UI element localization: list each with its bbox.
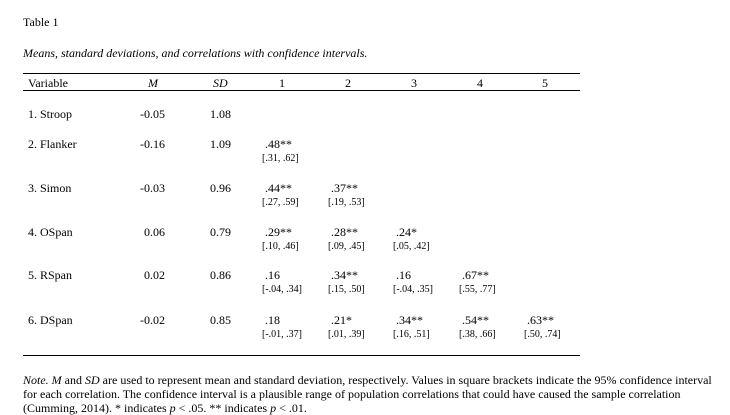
note-t2: < .01. [276, 401, 307, 415]
mean-value: -0.05 [140, 107, 165, 121]
mean-value: 0.06 [144, 225, 165, 239]
correlation-value: .44** [265, 181, 292, 195]
correlation-value: .34** [331, 268, 358, 282]
note-t1: < .05. ** indicates [175, 401, 271, 415]
table-caption: Means, standard deviations, and correlations with confidence intervals. [23, 46, 368, 60]
column-header-1: 1 [279, 76, 285, 90]
confidence-interval: [.01, .39] [328, 329, 365, 340]
confidence-interval: [.31, .62] [262, 153, 299, 164]
sd-value: 0.85 [210, 313, 231, 327]
correlation-value: .21* [331, 313, 352, 327]
column-header-3: 3 [411, 76, 417, 90]
confidence-interval: [.50, .74] [524, 329, 561, 340]
correlation-value: .34** [396, 313, 423, 327]
confidence-interval: [-.04, .35] [393, 284, 433, 295]
correlation-value: .63** [527, 313, 554, 327]
correlation-value: .16 [396, 268, 411, 282]
correlation-value: .16 [265, 268, 280, 282]
confidence-interval: [.19, .53] [328, 197, 365, 208]
mean-value: -0.02 [140, 313, 165, 327]
variable-label: 2. Flanker [28, 137, 77, 151]
confidence-interval: [.09, .45] [328, 241, 365, 252]
confidence-interval: [.05, .42] [393, 241, 430, 252]
confidence-interval: [.10, .46] [262, 241, 299, 252]
variable-label: 4. OSpan [28, 225, 73, 239]
column-header-4: 4 [477, 76, 483, 90]
table-note [23, 373, 723, 415]
mean-value: 0.02 [144, 268, 165, 282]
confidence-interval: [.55, .77] [459, 284, 496, 295]
top-rule [23, 73, 580, 74]
correlation-value: .37** [331, 181, 358, 195]
correlation-value: .18 [265, 313, 280, 327]
variable-label: 6. DSpan [28, 313, 73, 327]
variable-label: 1. Stroop [28, 107, 73, 121]
note-and: and [61, 373, 85, 387]
header-rule [23, 90, 580, 91]
sd-value: 0.79 [210, 225, 231, 239]
note-text: are used to represent mean and standard deviation, respectively. Values in square brackets indicate the 95% confidence interval for each correlation. The confidence interval is a plausible range of population correlations that could have caused the sample correlation (Cumming, 2014). * indicates [23, 373, 712, 415]
note-lead: Note. [23, 373, 49, 387]
correlation-value: .67** [462, 268, 489, 282]
variable-label: 3. Simon [28, 181, 72, 195]
column-header-5: 5 [542, 76, 548, 90]
confidence-interval: [.38, .66] [459, 329, 496, 340]
confidence-interval: [.16, .51] [393, 329, 430, 340]
confidence-interval: [-.01, .37] [262, 329, 302, 340]
sd-value: 1.09 [210, 137, 231, 151]
sd-value: 0.96 [210, 181, 231, 195]
column-header-m: M [148, 76, 158, 90]
sd-value: 0.86 [210, 268, 231, 282]
column-header-2: 2 [345, 76, 351, 90]
sd-value: 1.08 [210, 107, 231, 121]
column-header-variable: Variable [28, 76, 68, 90]
table-number: Table 1 [23, 15, 59, 29]
bottom-rule [23, 355, 580, 356]
confidence-interval: [.15, .50] [328, 284, 365, 295]
correlation-value: .54** [462, 313, 489, 327]
confidence-interval: [.27, .59] [262, 197, 299, 208]
confidence-interval: [-.04, .34] [262, 284, 302, 295]
mean-value: -0.03 [140, 181, 165, 195]
column-header-sd: SD [213, 76, 228, 90]
note-sd-symbol: SD [85, 373, 100, 387]
variable-label: 5. RSpan [28, 268, 73, 282]
mean-value: -0.16 [140, 137, 165, 151]
correlation-value: .48** [265, 137, 292, 151]
note-m-symbol: M [51, 373, 62, 387]
note-p1: p [169, 401, 176, 415]
correlation-value: .24* [396, 225, 417, 239]
note-p2: p [270, 401, 277, 415]
correlation-value: .28** [331, 225, 358, 239]
correlation-value: .29** [265, 225, 292, 239]
